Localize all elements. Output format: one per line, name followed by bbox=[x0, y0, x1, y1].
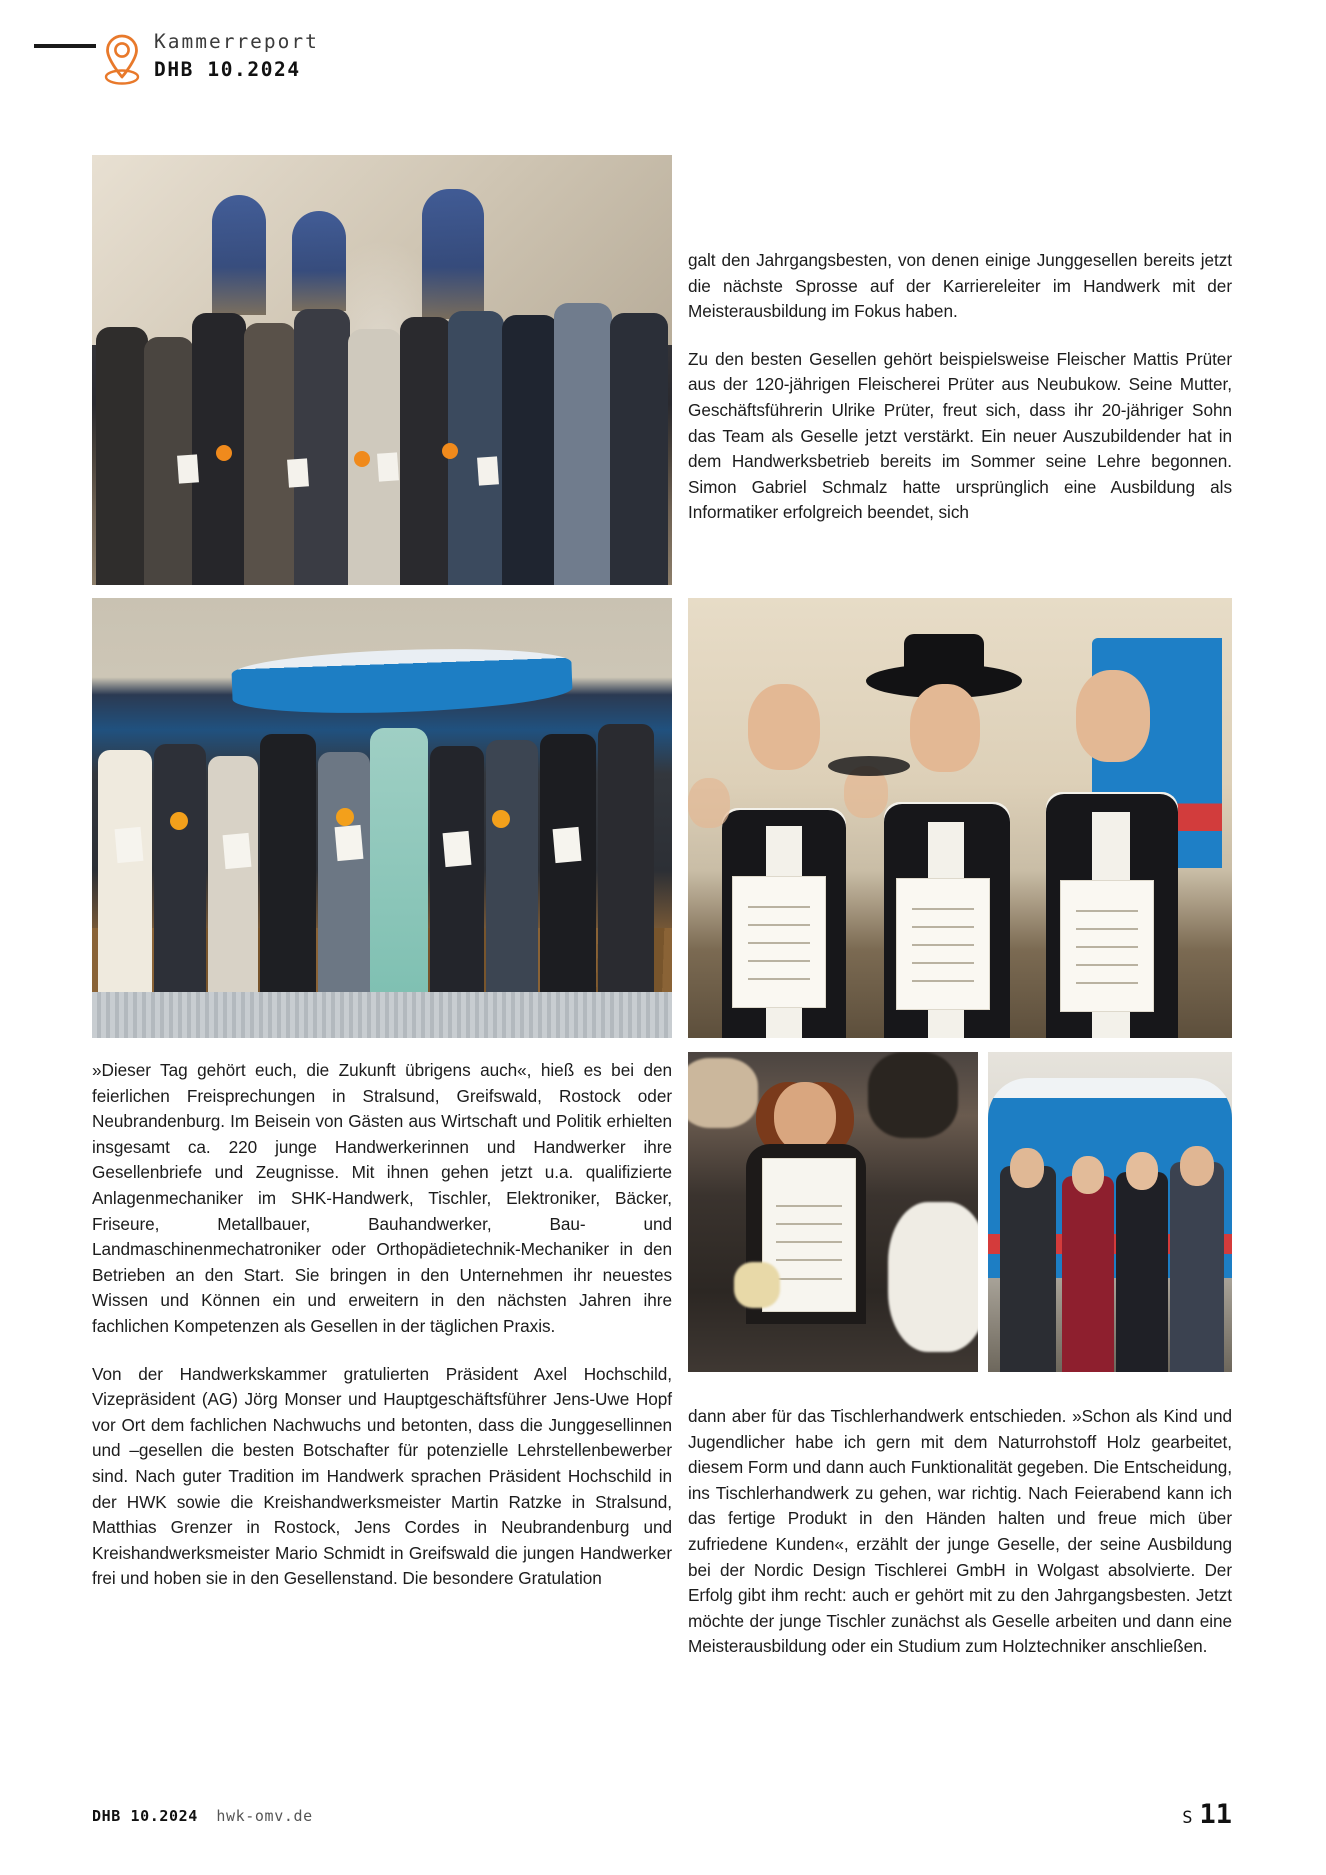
text-column-right-bottom bbox=[688, 1404, 1232, 1660]
paragraph: Zu den besten Gesellen gehört beispielsweise Fleischer Mattis Prüter aus der 120-jährigen Fleischerei Prüter aus Neubukow. Seine Mutter, Geschäftsführerin Ulrike Prüter, freut sich, dass ihr 20-jähriger Sohn das Team als Geselle jetzt verstärkt. Ein neuer Auszubildender hat in dem Handwerksbetrieb bereits im Sommer seine Lehre begonnen. Simon Gabriel Schmalz hatte ursprünglich eine Ausbildung als Informatiker erfolgreich beendet, sich bbox=[688, 348, 1232, 523]
location-pin-icon bbox=[102, 30, 142, 88]
paragraph: dann aber für das Tischlerhandwerk entschieden. »Schon als Kind und Jugendlicher habe ich gern mit dem Naturrohstoff Holz gearbeitet, diesem Form und dann auch Funktionalität gegeben. Die Entscheidung, ins Tischlerhandwerk zu gehen, war richtig. Nach Feierabend kann ich das fertige Produkt in den Händen halten und freue mich über zufriedene Kunden«, erzählt der junge Geselle, der seine Ausbildung bei der Nordic Design Tischlerei GmbH in Wolgast absolvierte. Der Erfolg gibt ihm recht: auch er gehört mit zu den Jahrgangsbesten. Jetzt möchte der junge Tischler zunächst als Geselle arbeiten und dann eine Meisterausbildung oder ein Studium zum Holztechniker anschließen. bbox=[688, 1406, 1232, 1657]
footer-page-group bbox=[1182, 1799, 1232, 1830]
text-column-right-top bbox=[688, 248, 1232, 526]
footer-left-group bbox=[92, 1807, 313, 1826]
header-issue: DHB 10.2024 bbox=[154, 58, 301, 81]
page-prefix: S bbox=[1182, 1808, 1194, 1828]
paragraph: »Dieser Tag gehört euch, die Zukunft übrigens auch«, hieß es bei den feierlichen Freisprechungen in Stralsund, Greifswald, Rostock oder Neubrandenburg. Im Beisein von Gästen aus Wirtschaft und Politik erhielten insgesamt ca. 220 junge Handwerkerinnen und Handwerker ihre Gesellenbriefe und Zeugnisse. Mit ihnen gehen jetzt u.a. qualifizierte Anlagenmechaniker im SHK-Handwerk, Tischler, Elektroniker, Bäcker, Friseure, Metallbauer, Bauhandwerker, Bau- und Landmaschinenmechatroniker oder Orthopädietechnik-Mechaniker in den Betrieben an den Start. Sie bringen in den Unternehmen ihr neuestes Wissen und Können ein und erweitern in den nächsten Jahren ihre fachlichen Kompetenzen als Gesellen in der täglichen Praxis. bbox=[92, 1060, 672, 1336]
text-column-left-bottom bbox=[92, 1058, 672, 1592]
stage-group-photo bbox=[92, 598, 672, 1038]
header-kicker: Kammerreport bbox=[154, 30, 319, 53]
church-ceremony-photo bbox=[92, 155, 672, 585]
paragraph: galt den Jahrgangsbesten, von denen einige Junggesellen bereits jetzt die nächste Sprosse auf der Karriereleiter im Handwerk mit der Meisterausbildung im Fokus haben. bbox=[688, 250, 1232, 322]
header-text-group bbox=[154, 28, 319, 84]
officials-photo bbox=[988, 1052, 1232, 1372]
page-number: 11 bbox=[1199, 1799, 1232, 1830]
trachten-group-photo bbox=[688, 598, 1232, 1038]
paragraph: Von der Handwerkskammer gratulierten Präsident Axel Hochschild, Vizepräsident (AG) Jörg Monser und Hauptgeschäftsführer Jens-Uwe Hopf vor Ort dem fachlichen Nachwuchs und betonten, dass die Junggesellinnen und –gesellen die besten Botschafter für potenzielle Lehrstellenbewerber sind. Nach guter Tradition im Handwerk sprachen Präsident Hochschild in der HWK sowie die Kreishandwerksmeister Martin Ratzke in Stralsund, Matthias Grenzer in Rostock, Jens Cordes in Neubrandenburg und Kreishandwerksmeister Mario Schmidt in Greifswald die jungen Handwerker frei und hoben sie in den Gesellenstand. Die besondere Gratulation bbox=[92, 1363, 672, 1589]
girl-certificate-photo bbox=[688, 1052, 978, 1372]
footer-url: hwk-omv.de bbox=[216, 1807, 313, 1825]
footer-issue: DHB 10.2024 bbox=[92, 1807, 198, 1825]
page-footer bbox=[92, 1799, 1232, 1833]
header-rule bbox=[34, 44, 96, 48]
page-header bbox=[92, 30, 1232, 92]
